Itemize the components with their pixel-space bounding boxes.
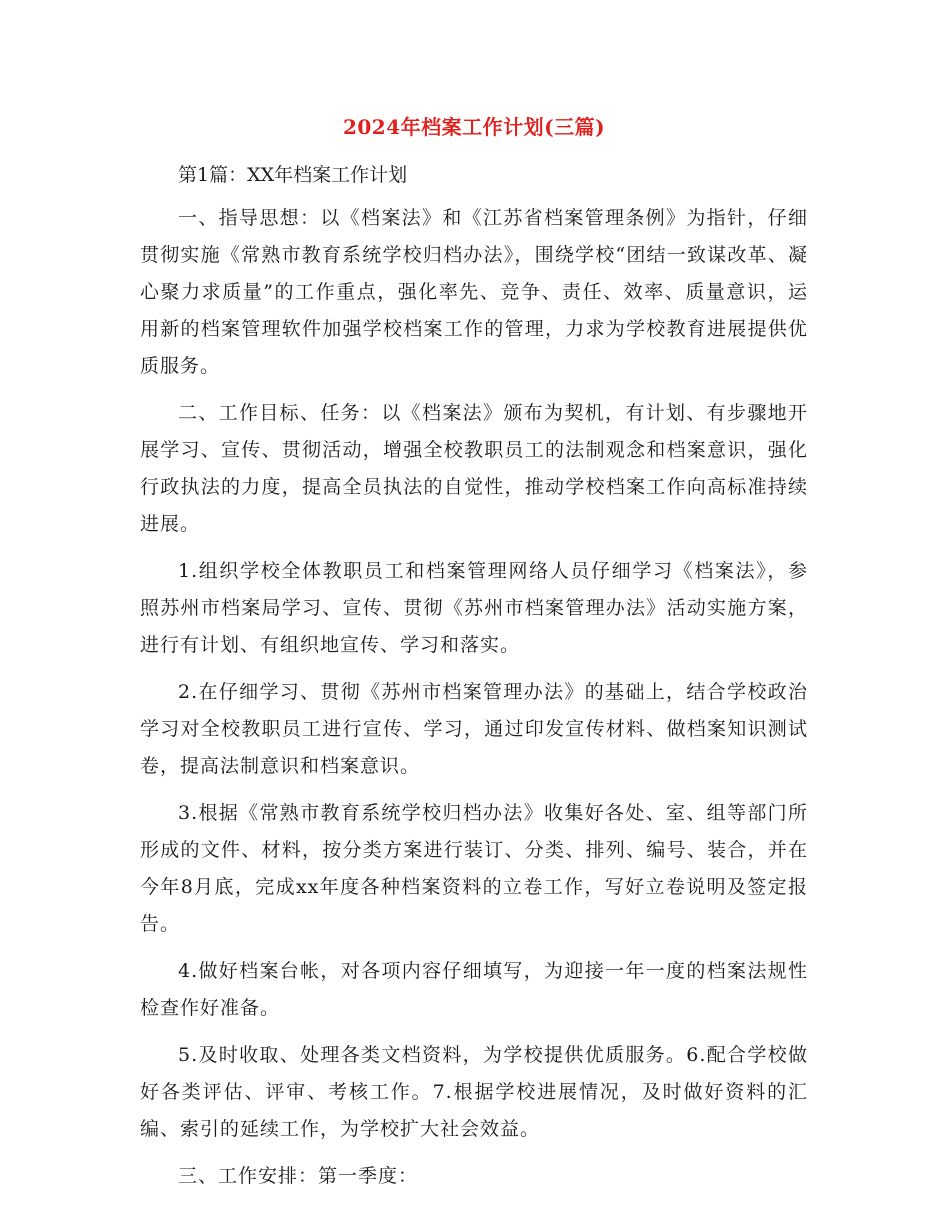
paragraph-item-2: 2.在仔细学习、贯彻《苏州市档案管理办法》的基础上，结合学校政治学习对全校教职员工进行宣传、学习，通过印发宣传材料、做档案知识测试卷，提高法制意识和档案意识。	[140, 681, 808, 777]
section-heading: 第1篇：XX年档案工作计划	[178, 164, 408, 186]
paragraph-item-4: 4.做好档案台帐，对各项内容仔细填写，为迎接一年一度的档案法规性检查作好准备。	[140, 960, 808, 1019]
paragraph-work-arrangement: 三、工作安排：第一季度：	[178, 1165, 419, 1187]
paragraph-item-3: 3.根据《常熟市教育系统学校归档办法》收集好各处、室、组等部门所形成的文件、材料，按分类方案进行装订、分类、排列、编号、装合，并在今年8月底，完成xx年度各种档案资料的立卷工作，写好立卷说明及签定报告。	[140, 802, 808, 935]
paragraph-items-5-7: 5.及时收取、处理各类文档资料，为学校提供优质服务。6.配合学校做好各类评估、评审、考核工作。7.根据学校进展情况，及时做好资料的汇编、索引的延续工作，为学校扩大社会效益。	[140, 1044, 808, 1140]
paragraph-goals-tasks: 二、工作目标、任务：以《档案法》颁布为契机，有计划、有步骤地开展学习、宣传、贯彻活动，增强全校教职员工的法制观念和档案意识，强化行政执法的力度，提高全员执法的自觉性，推动学校档案工作向高标准持续进展。	[140, 402, 808, 535]
paragraph-item-1: 1.组织学校全体教职员工和档案管理网络人员仔细学习《档案法》，参照苏州市档案局学习、宣传、贯彻《苏州市档案管理办法》活动实施方案，进行有计划、有组织地宣传、学习和落实。	[140, 560, 808, 656]
document-page	[140, 110, 808, 1205]
paragraph-guiding-ideology: 一、指导思想：以《档案法》和《江苏省档案管理条例》为指针，仔细贯彻实施《常熟市教育系统学校归档办法》，围绕学校“团结一致谋改革、凝心聚力求质量”的工作重点，强化率先、竞争、责任、效率、质量意识，运用新的档案管理软件加强学校档案工作的管理，力求为学校教育进展提供优质服务。	[140, 207, 808, 377]
document-title: 2024年档案工作计划(三篇)	[342, 115, 606, 139]
